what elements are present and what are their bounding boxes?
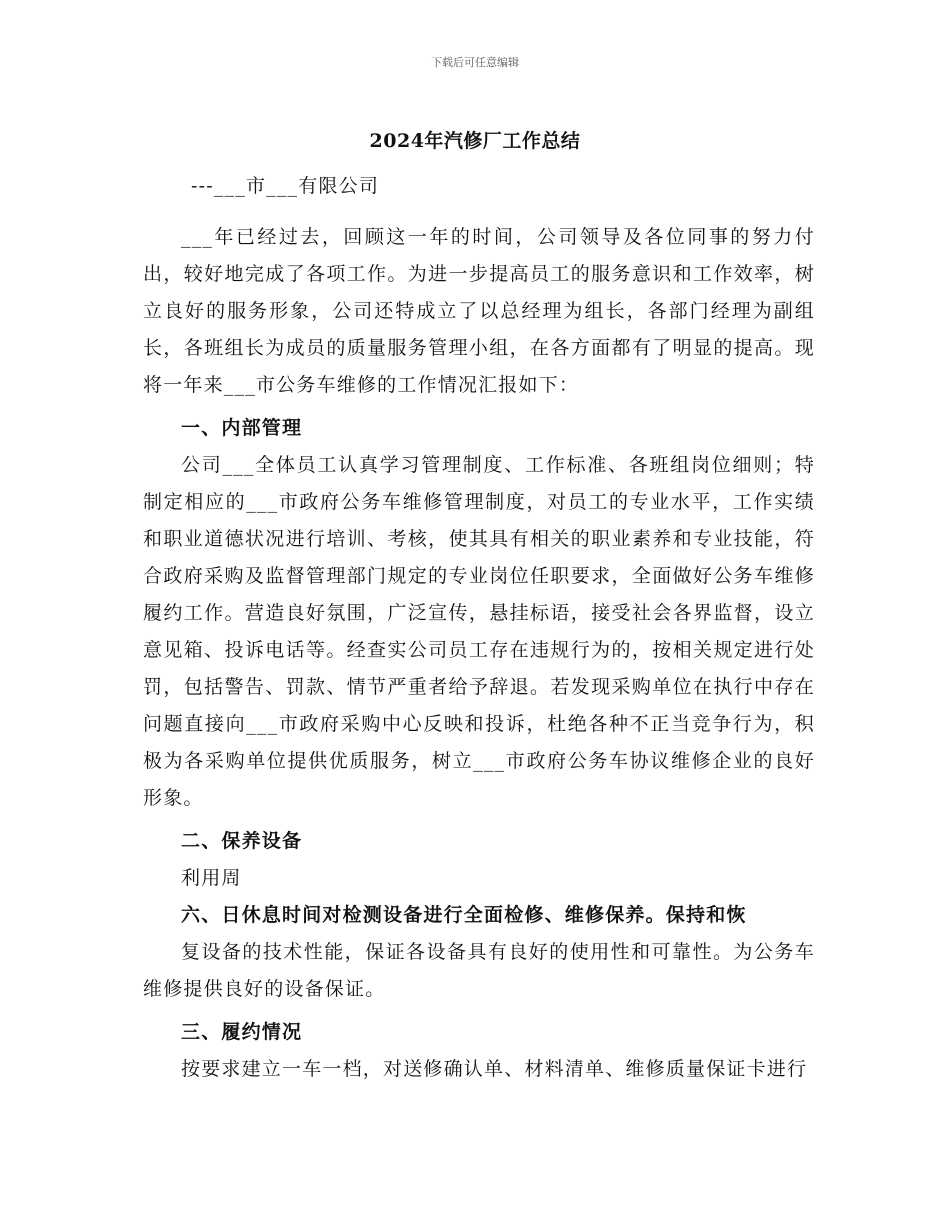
section-heading-contract-performance: 三、履约情况	[181, 1021, 303, 1043]
document-body	[143, 168, 815, 1088]
header-note: 下载后可任意编辑	[431, 56, 519, 69]
company-line: ---___市___有限公司	[191, 175, 380, 197]
equipment-paragraph-start: 利用周	[181, 867, 242, 889]
equipment-heading-continuation: 六、日休息时间对检测设备进行全面检修、维修保养。保持和恢	[181, 904, 747, 926]
internal-management-paragraph: 公司___全体员工认真学习管理制度、工作标准、各班组岗位细则；特制定相应的___市政府公务车维修管理制度，对员工的专业水平，工作实绩和职业道德状况进行培训、考核，使其具有相关的职业素养和专业技能，符合政府采购及监督管理部门规定的专业岗位任职要求，全面做好公务车维修履约工作。营造良好氛围，广泛宣传，悬挂标语，接受社会各界监督，设立意见箱、投诉电话等。经查实公司员工存在违规行为的，按相关规定进行处罚，包括警告、罚款、情节严重者给予辞退。若发现采购单位在执行中存在问题直接向___市政府采购中心反映和投诉，杜绝各种不正当竞争行为，积极为各采购单位提供优质服务，树立___市政府公务车协议维修企业的良好形象。	[143, 454, 815, 809]
intro-paragraph: ___年已经过去，回顾这一年的时间，公司领导及各位同事的努力付出，较好地完成了各项工作。为进一步提高员工的服务意识和工作效率，树立良好的服务形象，公司还特成立了以总经理为组长，各部门经理为副组长，各班组长为成员的质量服务管理小组，在各方面都有了明显的提高。现将一年来___市公务车维修的工作情况汇报如下：	[143, 226, 815, 396]
document-title: 2024年汽修厂工作总结	[369, 130, 581, 152]
section-heading-equipment-maintenance: 二、保养设备	[181, 830, 303, 852]
equipment-paragraph: 复设备的技术性能，保证各设备具有良好的使用性和可靠性。为公务车维修提供良好的设备保证。	[143, 941, 815, 1000]
section-heading-internal-management: 一、内部管理	[181, 417, 303, 439]
contract-performance-paragraph: 按要求建立一车一档，对送修确认单、材料清单、维修质量保证卡进行	[181, 1058, 808, 1080]
